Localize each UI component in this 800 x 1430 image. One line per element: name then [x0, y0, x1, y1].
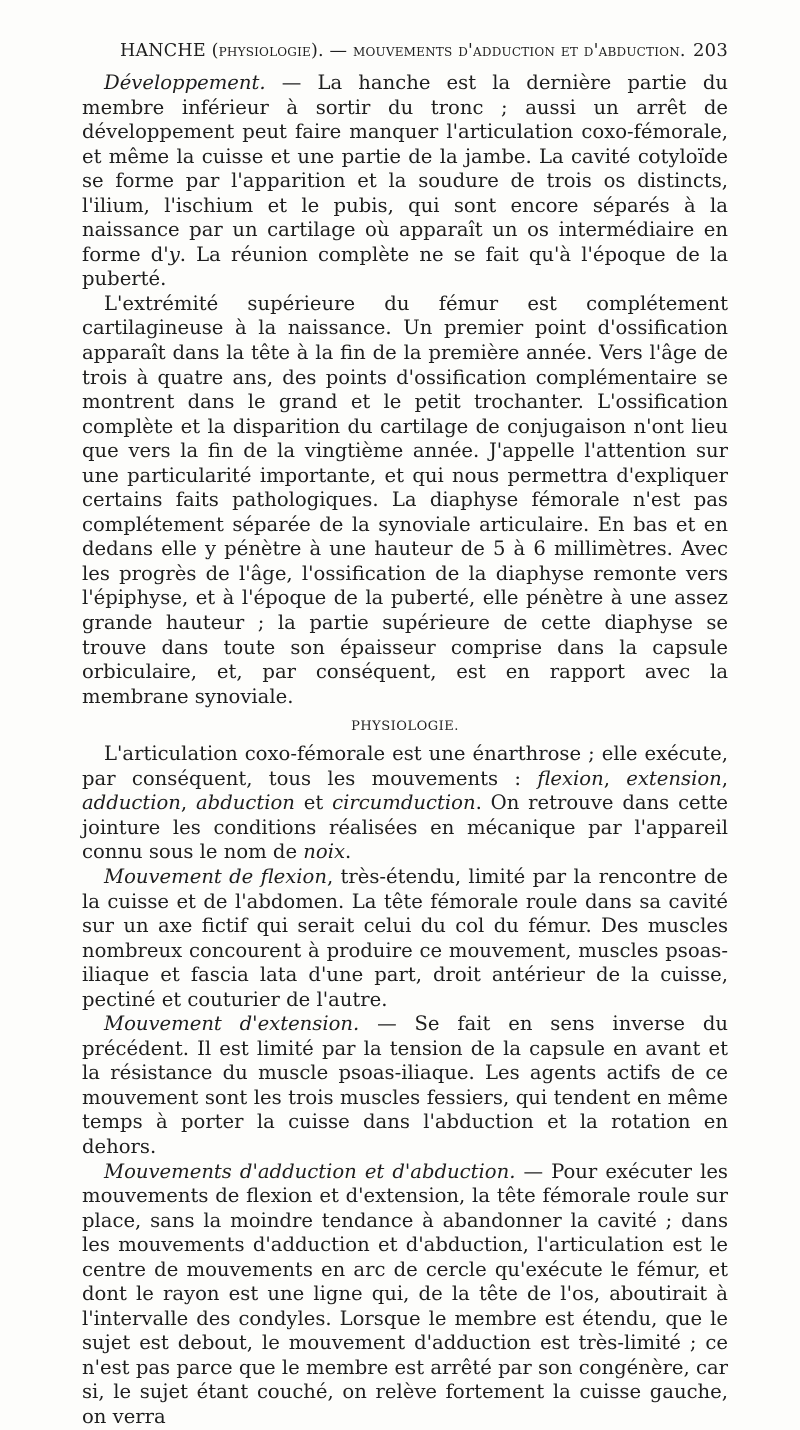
term-adduction: adduction: [82, 791, 181, 815]
running-head: [120, 40, 728, 61]
separator: ,: [180, 791, 196, 815]
paragraph-adduction: [82, 1160, 728, 1430]
paragraph-enarthrose: [82, 742, 728, 865]
section-heading: PHYSIOLOGIE.: [351, 719, 459, 735]
paragraph-text: L'extrémité supérieure du fémur est complétement cartilagineuse à la naissance. Un premier point d'ossification apparaît dans la tête à la fin de la première année. Vers l'âge de trois à quatre ans, des points d'ossification complémentaire se montrent dans le grand et le petit trochanter. L'ossification complète et la disparition du cartilage de conjugaison n'ont lieu que vers la fin de la vingtième année. J'appelle l'attention sur une particularité importante, et qui nous permettra d'expliquer certains faits pathologiques. La diaphyse fémorale n'est pas complétement séparée de la synoviale articulaire. En bas et en dedans elle y pénètre à une hauteur de 5 à 6 millimètres. Avec les progrès de l'âge, l'ossification de la diaphyse remonte vers l'épiphyse, et à l'époque de la puberté, elle pénètre à une assez grande hauteur ; la partie supérieure de cette diaphyse se trouve dans toute son épaisseur comprise dans la capsule orbiculaire, et, par conséquent, est en rapport avec la membrane synoviale.: [82, 291, 728, 708]
body-text: [82, 71, 728, 1430]
paragraph-text: — La hanche est la dernière partie du membre inférieur à sortir du tronc ; aussi un arrêt de développement peut faire manquer l'articulation coxo-fémorale, et même la cuisse et une partie de la jambe. La cavité cotyloïde se forme par l'apparition et la soudure de trois os distincts, l'ilium, l'ischium et le pubis, qui sont encore séparés à la naissance par un cartilage où apparaît un os intermédiaire en forme d': [82, 71, 728, 266]
separator: et: [294, 791, 333, 815]
paragraph-italic: y: [168, 242, 180, 266]
paragraph-text: . On retrouve dans cette jointure les conditions réalisées en mécanique par l'appareil connu sous le nom de: [82, 791, 728, 864]
separator: ,: [603, 766, 627, 790]
paragraph-extension: [82, 1012, 728, 1159]
paragraph-text: — Se fait en sens inverse du précédent. Il est limité par la tension de la capsule en avant et la résistance du muscle psoas-iliaque. Les agents actifs de ce mouvement sont les trois muscles fessiers, qui tendent en même temps à porter la cuisse dans l'abduction et la rotation en dehors.: [82, 1012, 728, 1158]
paragraph-lead: Mouvements d'adduction et d'abduction.: [104, 1159, 516, 1183]
paragraph-text-end: .: [345, 840, 352, 864]
term-circumduction: circumduction: [332, 791, 476, 815]
paragraph-text-end: . La réunion complète ne se fait qu'à l'époque de la puberté.: [82, 242, 728, 291]
paragraph-text: , très-étendu, limité par la rencontre de la cuisse et de l'abdomen. La tête fémorale roule dans sa cavité sur un axe fictif qui serait celui du col du fémur. Des muscles nombreux concourent à produire ce mouvement, muscles psoas-iliaque et fascia lata d'une part, droit antérieur de la cuisse, pectiné et couturier de l'autre.: [82, 864, 729, 1011]
term-flexion: flexion: [537, 766, 604, 790]
term-extension: extension: [626, 766, 722, 790]
paragraph-text: — Pour exécuter les mouvements de flexion et d'extension, la tête fémorale roule sur place, sans la moindre tendance à abandonner la cavité ; dans les mouvements d'adduction et d'abduction, l'articulation est le centre de mouvements en arc de cercle qu'exécute le fémur, et dont le rayon est une ligne qui, de la tête de l'os, aboutirait à l'intervalle des condyles. Lorsque le membre est étendu, que le sujet est debout, le mouvement d'adduction est très-limité ; ce n'est pas parce que le membre est arrêté par son congénère, car si, le sujet étant couché, on relève fortement la cuisse gauche, on verra: [82, 1159, 728, 1428]
paragraph-lead: Mouvement de flexion: [104, 864, 327, 888]
separator: ,: [721, 766, 728, 790]
paragraph-text: L'articulation coxo-fémorale est une énarthrose ; elle exécute, par conséquent, tous les mouvements :: [82, 742, 728, 790]
paragraph-developpement: [82, 71, 728, 292]
paragraph-lead: Mouvement d'extension.: [104, 1012, 360, 1036]
paragraph-lead: Développement.: [104, 71, 266, 94]
running-head-title: HANCHE (physiologie). — mouvements d'adduction et d'abduction.: [120, 41, 686, 61]
page-number: 203: [693, 40, 728, 61]
paragraph-flexion: [82, 865, 728, 1012]
term-noix: noix: [303, 840, 346, 864]
paragraph-femur: [82, 292, 728, 709]
term-abduction: abduction: [196, 791, 295, 815]
